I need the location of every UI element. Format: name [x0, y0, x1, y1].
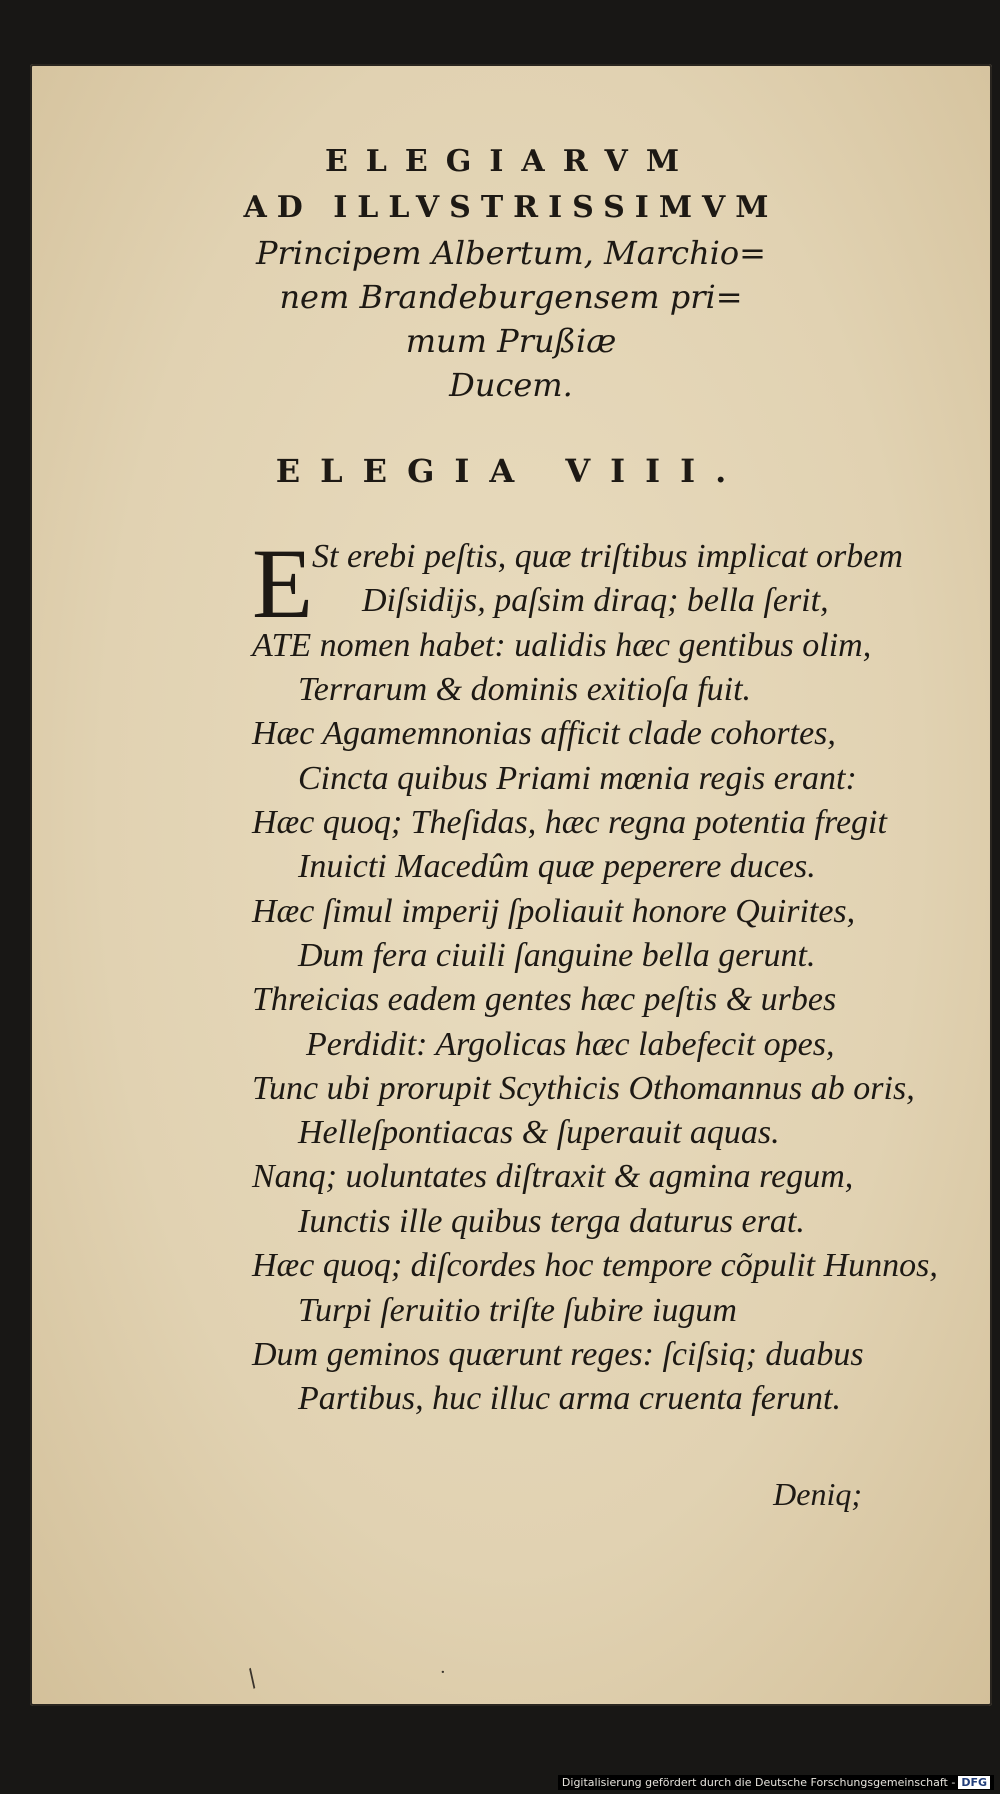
- verse-line-10: Dum fera ciuili ſanguine bella gerunt.: [298, 937, 816, 974]
- verse-line-13: Tunc ubi prorupit Scythicis Othomannus ab oris,: [252, 1070, 915, 1107]
- verse-line-18: Turpi ſeruitio triſte ſubire iugum: [298, 1292, 737, 1329]
- verse-line-8: Inuicti Macedûm quæ peperere duces.: [298, 848, 816, 885]
- digitization-credit: [558, 1775, 994, 1790]
- verse-line-16: Iunctis ille quibus terga daturus erat.: [298, 1203, 805, 1240]
- verse-line-6: Cincta quibus Priami mœnia regis erant:: [298, 760, 857, 797]
- catchword: Deniq;: [773, 1476, 862, 1512]
- ink-mark: ·: [440, 1662, 446, 1683]
- verse-line-19: Dum geminos quærunt reges: ſciſsiq; duabus: [252, 1336, 864, 1373]
- verse-line-7: Hæc quoq; Theſidas, hæc regna potentia fregit: [252, 804, 887, 841]
- verse-line-9: Hæc ſimul imperij ſpoliauit honore Quirites,: [252, 893, 856, 930]
- heading-line-5: mum Prußiæ: [405, 322, 617, 360]
- verse-line-5: Hæc Agamemnonias afficit clade cohortes,: [252, 715, 836, 752]
- drop-cap: E: [252, 528, 314, 639]
- book-page: [30, 64, 992, 1706]
- digitization-credit-text: Digitalisierung gefördert durch die Deutsche Forschungsgemeinschaft -: [561, 1776, 956, 1789]
- verse-line-1: St erebi peſtis, quæ triſtibus implicat orbem: [312, 538, 903, 575]
- verse-line-11: Threicias eadem gentes hæc peſtis & urbes: [252, 981, 837, 1018]
- verse-line-3: ATE nomen habet: ualidis hæc gentibus olim,: [252, 627, 872, 664]
- heading-line-3: Principem Albertum, Marchio=: [256, 234, 766, 272]
- heading-line-1: ELEGIARVM: [324, 144, 698, 179]
- verse-line-17: Hæc quoq; diſcordes hoc tempore cõpulit Hunnos,: [252, 1247, 938, 1284]
- heading-line-6: Ducem.: [449, 366, 573, 404]
- page-text: [30, 64, 992, 1706]
- verse-line-14: Helleſpontiacas & ſuperauit aquas.: [298, 1114, 780, 1151]
- heading-line-4: nem Brandeburgensem pri=: [279, 278, 743, 316]
- heading-line-2: AD ILLVSTRISSIMVM: [243, 190, 779, 225]
- verse-line-20: Partibus, huc illuc arma cruenta ferunt.: [298, 1380, 842, 1417]
- dfg-logo: DFG: [958, 1776, 990, 1789]
- verse-line-4: Terrarum & dominis exitioſa fuit.: [298, 671, 752, 708]
- verse-line-15: Nanq; uoluntates diſtraxit & agmina regum,: [252, 1158, 854, 1195]
- verse-line-2: Diſsidijs, paſsim diraq; bella ſerit,: [362, 582, 829, 619]
- verse-line-12: Perdidit: Argolicas hæc labefecit opes,: [306, 1026, 835, 1063]
- ink-mark: /: [241, 1663, 263, 1693]
- elegy-title: ELEGIA VIII.: [275, 452, 747, 490]
